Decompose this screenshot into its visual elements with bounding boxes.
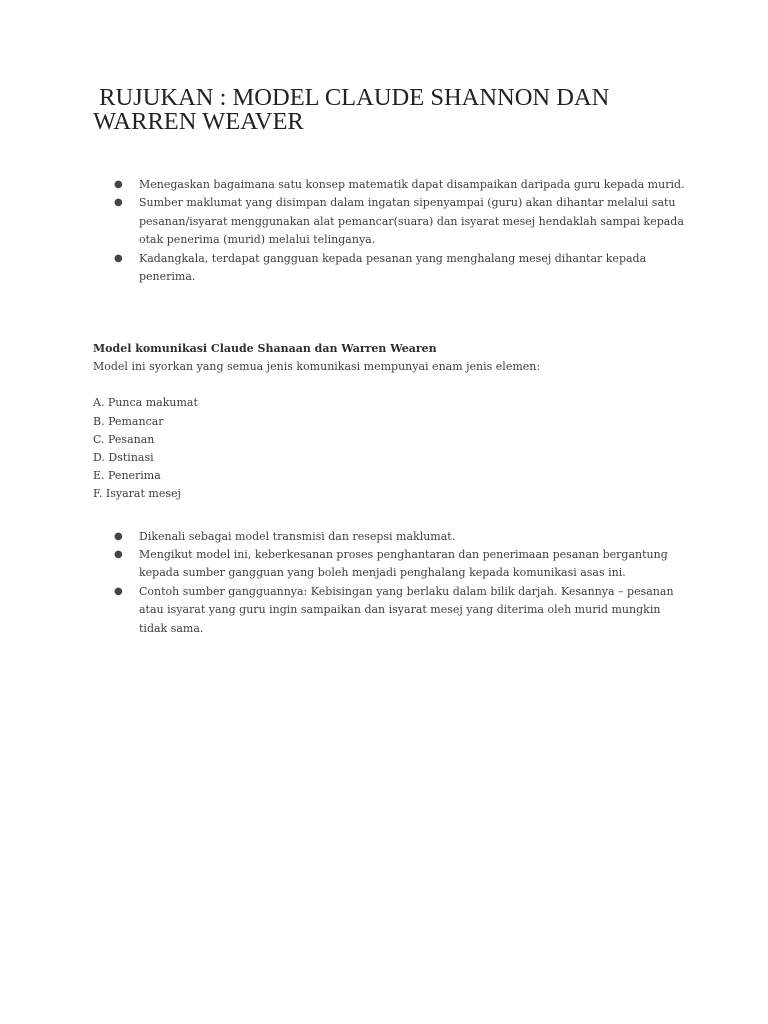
list-item [93, 583, 688, 638]
bullet-icon: ● [114, 179, 123, 190]
list-item: B. Pemancar [93, 414, 164, 428]
list-item: E. Penerima [93, 469, 161, 483]
element-list [93, 394, 688, 503]
bullet-icon: ● [114, 197, 123, 209]
bullet-text: Mengikut model ini, keberkesanan proses penghantaran dan penerimaan pesanan bergantung kepada sumber gangguan yang boleh menjadi penghalang kepada komunikasi asas ini. [139, 548, 668, 580]
list-item [93, 250, 688, 287]
bullet-icon: ● [114, 585, 123, 597]
bullet-text: Kadangkala, terdapat gangguan kepada pesanan yang menghalang mesej dihantar kepada penerima. [139, 251, 647, 284]
bullet-text: Menegaskan bagaimana satu konsep matematik dapat disampaikan daripada guru kepada murid. [139, 178, 685, 191]
list-item: A. Punca makumat [93, 396, 198, 410]
bullet-text: Sumber maklumat yang disimpan dalam ingatan sipenyampai (guru) akan dihantar melalui satu pesanan/isyarat menggunakan alat pemancar(suara) dan isyarat mesej hendaklah sampai kepada otak penerima (murid) melalui telinganya. [139, 196, 684, 247]
list-item [93, 528, 688, 546]
list-item: D. Dstinasi [93, 451, 154, 465]
list-item [93, 546, 688, 583]
section-heading: Model komunikasi Claude Shanaan dan Warren Wearen [93, 342, 437, 356]
bullet-icon: ● [114, 549, 123, 561]
top-bullet-list [93, 176, 688, 286]
bullet-text: Dikenali sebagai model transmisi dan resepsi maklumat. [139, 529, 456, 543]
bullet-icon: ● [114, 252, 123, 264]
list-item [93, 194, 688, 249]
document-title: RUJUKAN : MODEL CLAUDE SHANNON DAN WARREN WEAVER [93, 84, 615, 135]
list-item: F. Isyarat mesej [93, 487, 181, 501]
bottom-bullet-list [93, 528, 688, 638]
bullet-icon: ● [114, 530, 123, 542]
section-intro: Model ini syorkan yang semua jenis komunikasi mempunyai enam jenis elemen: [93, 360, 541, 374]
bullet-text: Contoh sumber gangguannya: Kebisingan yang berlaku dalam bilik darjah. Kesannya – pesanan atau isyarat yang guru ingin sampaikan dan isyarat mesej yang diterima oleh murid mungkin tidak sama. [139, 584, 674, 635]
list-item [93, 176, 688, 194]
list-item: C. Pesanan [93, 432, 155, 446]
